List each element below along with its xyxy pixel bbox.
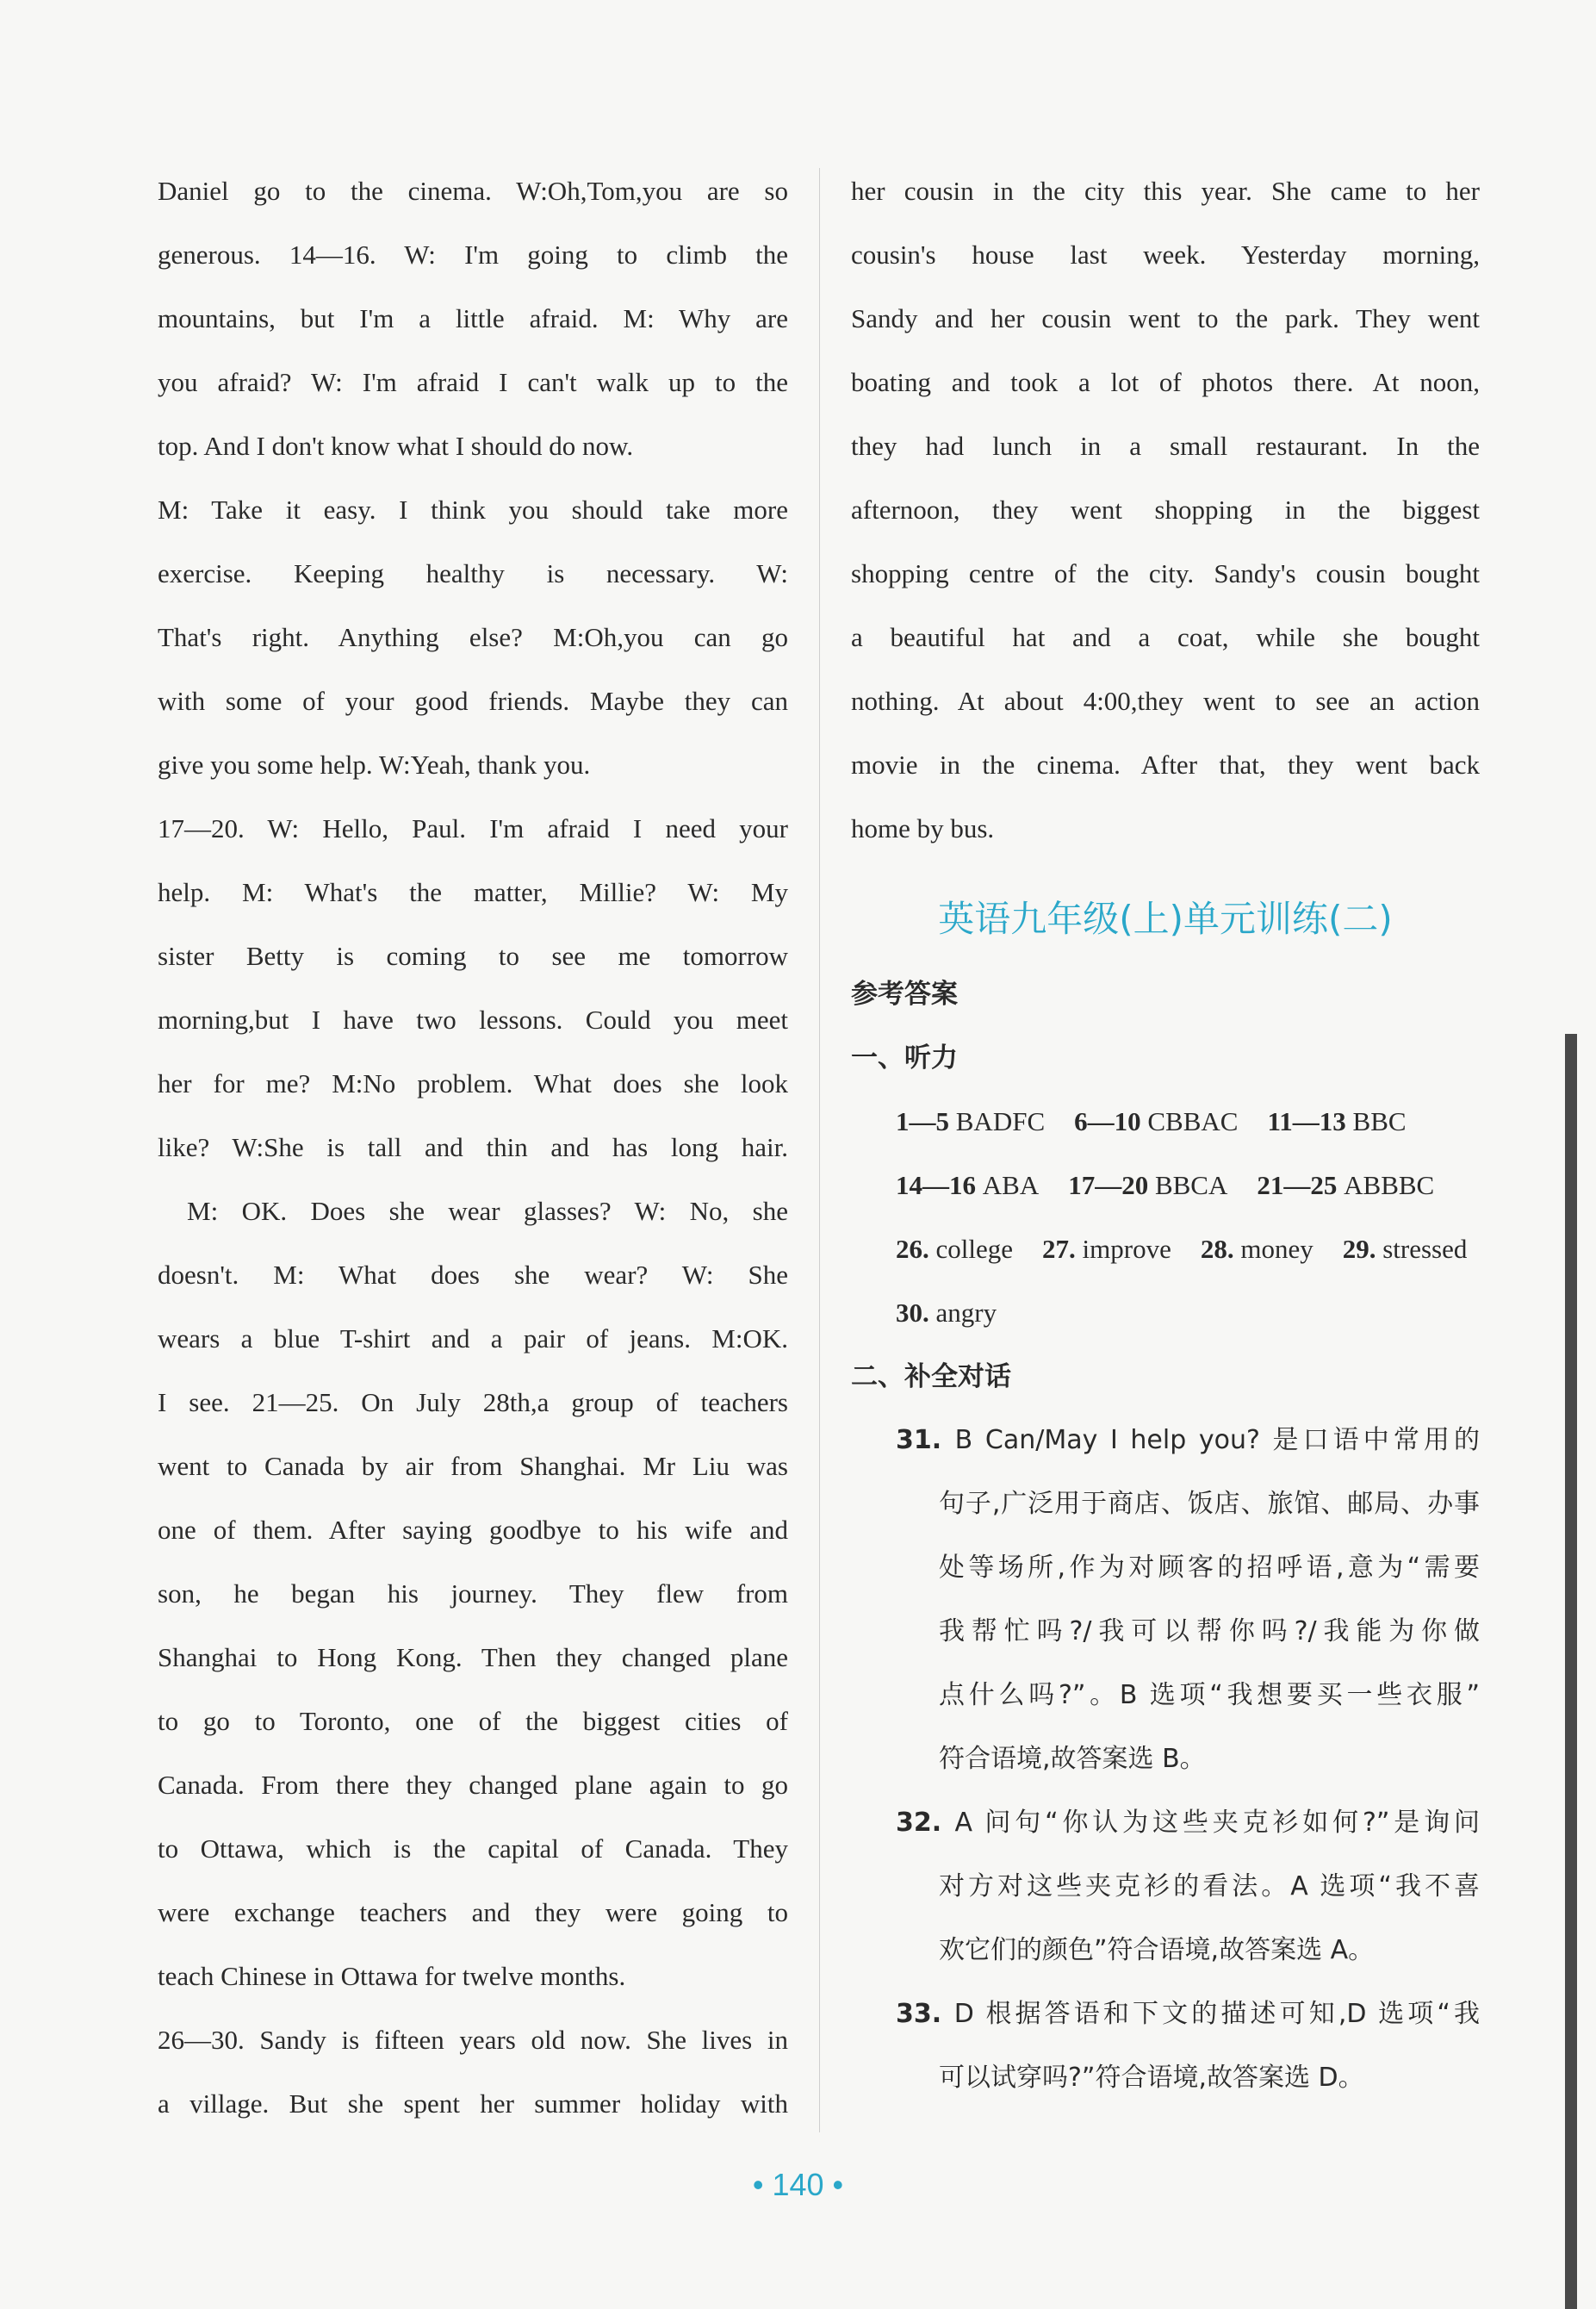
text-line: you afraid? W: I'm afraid I can't walk up to the	[158, 367, 788, 397]
explanation-text: 可以试穿吗?”符合语境,故答案选 D。	[939, 2063, 1364, 2093]
text-line: went to Canada by air from Shanghai. Mr Liu was	[158, 1451, 788, 1481]
answer-value: BADFC	[955, 1106, 1046, 1136]
text-line: like? W:She is tall and thin and has long hair.	[158, 1132, 788, 1162]
text-line: help. M: What's the matter, Millie? W: My	[158, 877, 788, 907]
question-range: 21—25	[1257, 1170, 1344, 1200]
column-divider	[819, 168, 820, 2132]
explanation-line	[851, 1536, 1480, 1600]
answer-row	[851, 1281, 1480, 1345]
right-column	[851, 159, 1480, 2110]
text-line: afternoon, they went shopping in the biggest	[851, 495, 1480, 525]
explanation-text: 符合语境,故答案选 B。	[939, 1744, 1206, 1774]
page-number: • 140 •	[752, 2167, 844, 2202]
explanation-text: 对方对这些夹克衫的看法。A 选项“我不喜	[939, 1871, 1480, 1901]
text-line: Canada. From there they changed plane again to go	[158, 1770, 788, 1800]
text-line: M: Take it easy. I think you should take more	[158, 495, 788, 525]
listening-answers	[851, 1090, 1480, 1345]
text-line: give you some help. W:Yeah, thank you.	[158, 750, 591, 780]
explanation-line	[851, 1855, 1480, 1919]
text-line: son, he began his journey. They flew from	[158, 1578, 788, 1609]
text-line: Shanghai to Hong Kong. Then they changed plane	[158, 1642, 788, 1672]
answer-row	[851, 1217, 1480, 1281]
text-line: nothing. At about 4:00,they went to see an action	[851, 686, 1480, 716]
question-range: 1—5	[896, 1106, 956, 1136]
explanation-line	[851, 1919, 1480, 1982]
text-line: Sandy and her cousin went to the park. They went	[851, 303, 1480, 333]
answer-value: CBBAC	[1147, 1106, 1239, 1136]
text-line: morning,but I have two lessons. Could you meet	[158, 1005, 788, 1035]
text-line: exercise. Keeping healthy is necessary. W:	[158, 558, 788, 588]
text-line: they had lunch in a small restaurant. In the	[851, 431, 1480, 461]
explanation-text: 句子,广泛用于商店、饭店、旅馆、邮局、办事	[939, 1489, 1480, 1519]
explanation-line	[851, 2046, 1480, 2110]
answer-value: BBCA	[1154, 1170, 1228, 1200]
question-number: 33.	[896, 1999, 954, 2029]
explanation-line	[851, 1409, 1480, 1472]
text-line: her for me? M:No problem. What does she look	[158, 1068, 788, 1098]
question-number: 32.	[896, 1808, 955, 1838]
text-line: a beautiful hat and a coat, while she bought	[851, 622, 1480, 652]
text-line: boating and took a lot of photos there. At noon,	[851, 367, 1480, 397]
explanation-text: B Can/May I help you? 是口语中常用的	[954, 1425, 1480, 1455]
question-range: 26.	[896, 1234, 936, 1264]
explanation-text: 我帮忙吗?/我可以帮你吗?/我能为你做	[939, 1616, 1480, 1646]
question-range: 17—20	[1068, 1170, 1155, 1200]
listening-script-continued	[851, 159, 1480, 861]
answer-value: ABBBC	[1344, 1170, 1435, 1200]
text-line: her cousin in the city this year. She came to her	[851, 176, 1480, 206]
explanation-text: 点什么吗?”。B 选项“我想要买一些衣服”	[939, 1680, 1480, 1710]
question-range: 27.	[1042, 1234, 1083, 1264]
scan-edge	[1565, 1034, 1577, 2309]
explanation-text: 处等场所,作为对顾客的招呼语,意为“需要	[939, 1553, 1480, 1583]
text-line: movie in the cinema. After that, they went back	[851, 750, 1480, 780]
text-line: wears a blue T-shirt and a pair of jeans. M:OK.	[158, 1323, 788, 1354]
answer-value: ABA	[982, 1170, 1040, 1200]
explanation-line	[851, 1600, 1480, 1664]
explanation-line	[851, 1982, 1480, 2046]
section-heading: 英语九年级(上)单元训练(二)	[938, 898, 1393, 940]
text-line: were exchange teachers and they were going to	[158, 1897, 788, 1927]
explanation-text: A 问句“你认为这些夹克衫如何?”是询问	[954, 1808, 1480, 1838]
question-range: 6—10	[1074, 1106, 1148, 1136]
text-line: That's right. Anything else? M:Oh,you can go	[158, 622, 788, 652]
answer-value: college	[935, 1234, 1014, 1264]
text-line: mountains, but I'm a little afraid. M: Why are	[158, 303, 788, 333]
explanation-text: D 根据答语和下文的描述可知,D 选项“我	[953, 1999, 1480, 2029]
text-line: doesn't. M: What does she wear? W: She	[158, 1260, 788, 1290]
text-line: sister Betty is coming to see me tomorrow	[158, 941, 788, 971]
answer-key-label: 参考答案	[851, 979, 958, 1010]
text-line: Daniel go to the cinema. W:Oh,Tom,you are so	[158, 176, 788, 206]
part1-label: 一、听力	[851, 1042, 958, 1074]
text-line: top. And I don't know what I should do now.	[158, 431, 634, 461]
explanation-line	[851, 1472, 1480, 1536]
text-line: M: OK. Does she wear glasses? W: No, she	[187, 1196, 788, 1226]
question-range: 30.	[896, 1298, 936, 1328]
text-line: 26—30. Sandy is fifteen years old now. She lives in	[158, 2025, 788, 2055]
answer-value: angry	[935, 1298, 997, 1328]
question-range: 14—16	[896, 1170, 983, 1200]
text-line: shopping centre of the city. Sandy's cousin bought	[851, 558, 1480, 588]
left-column	[158, 159, 788, 2136]
answer-value: money	[1240, 1234, 1313, 1264]
text-line: one of them. After saying goodbye to his wife and	[158, 1515, 788, 1545]
text-line: cousin's house last week. Yesterday morning,	[851, 240, 1480, 270]
text-line: to go to Toronto, one of the biggest cities of	[158, 1706, 788, 1736]
explanation-text: 欢它们的颜色”符合语境,故答案选 A。	[939, 1935, 1375, 1965]
explanation-line	[851, 1727, 1480, 1791]
text-line: with some of your good friends. Maybe they can	[158, 686, 788, 716]
question-number: 31.	[896, 1425, 955, 1455]
text-line: to Ottawa, which is the capital of Canada. They	[158, 1833, 788, 1864]
answer-row	[851, 1090, 1480, 1154]
answer-row	[851, 1154, 1480, 1217]
question-range: 29.	[1342, 1234, 1383, 1264]
explanation-line	[851, 1791, 1480, 1855]
question-range: 28.	[1200, 1234, 1241, 1264]
question-range: 11—13	[1267, 1106, 1353, 1136]
text-line: home by bus.	[851, 813, 995, 843]
answer-value: BBC	[1352, 1106, 1407, 1136]
dialogue-answers	[851, 1409, 1480, 2110]
part2-label: 二、补全对话	[851, 1361, 1011, 1392]
text-line: a village. But she spent her summer holiday with	[158, 2088, 788, 2119]
answer-value: improve	[1082, 1234, 1171, 1264]
answer-value: stressed	[1382, 1234, 1468, 1264]
text-line: teach Chinese in Ottawa for twelve months.	[158, 1961, 626, 1991]
text-line: generous. 14—16. W: I'm going to climb the	[158, 240, 788, 270]
explanation-line	[851, 1664, 1480, 1727]
text-line: 17—20. W: Hello, Paul. I'm afraid I need your	[158, 813, 788, 843]
text-line: I see. 21—25. On July 28th,a group of teachers	[158, 1387, 788, 1417]
